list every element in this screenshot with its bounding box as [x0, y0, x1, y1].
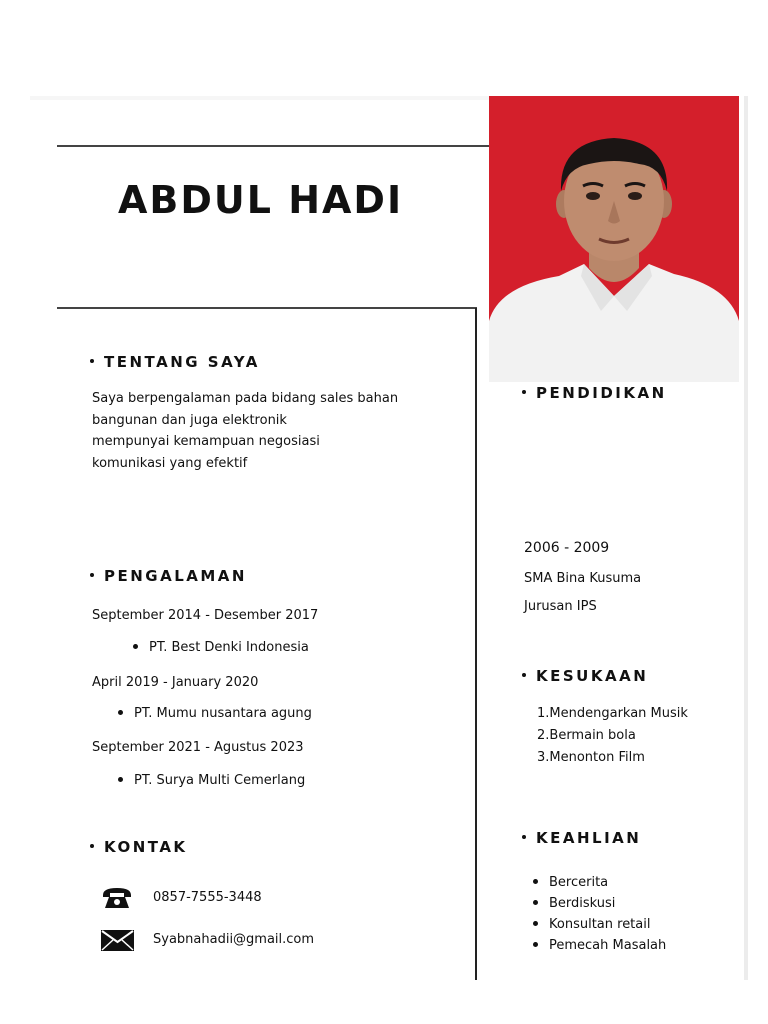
- telephone-icon: [101, 886, 133, 910]
- hobby-item-1: 1.Mendengarkan Musik: [537, 706, 688, 721]
- about-line-1: Saya berpengalaman pada bidang sales bahan: [92, 391, 399, 406]
- heading-bullet: [522, 835, 526, 839]
- heading-bullet: [522, 390, 526, 394]
- list-bullet: [533, 879, 538, 884]
- about-heading-text: TENTANG SAYA: [104, 353, 260, 371]
- contact-heading: [90, 838, 188, 856]
- portrait-illustration: [489, 96, 739, 382]
- skill-item-3: [533, 917, 650, 932]
- skill-item-3-text: Konsultan retail: [549, 917, 651, 932]
- experience-period-3: September 2021 - Agustus 2023: [92, 740, 304, 755]
- experience-company-3-text: PT. Surya Multi Cemerlang: [134, 773, 306, 788]
- contact-heading-text: KONTAK: [104, 838, 188, 856]
- skill-item-2-text: Berdiskusi: [549, 896, 616, 911]
- list-bullet: [118, 710, 123, 715]
- heading-bullet: [90, 844, 94, 848]
- skills-heading: [522, 829, 641, 847]
- skill-item-2: [533, 896, 615, 911]
- experience-company-3: [118, 773, 305, 788]
- hobbies-heading: [522, 667, 648, 685]
- hobby-item-2: 2.Bermain bola: [537, 728, 636, 743]
- experience-company-1: [133, 640, 309, 655]
- about-line-3: mempunyai kemampuan negosiasi: [92, 434, 320, 449]
- skill-item-4-text: Pemecah Masalah: [549, 938, 667, 953]
- education-years: 2006 - 2009: [524, 540, 610, 556]
- about-line-2: bangunan dan juga elektronik: [92, 413, 287, 428]
- contact-phone[interactable]: 0857-7555-3448: [153, 890, 262, 905]
- header-bottom-rule: [57, 307, 477, 309]
- top-edge: [30, 96, 490, 100]
- list-bullet: [533, 942, 538, 947]
- heading-bullet: [90, 359, 94, 363]
- experience-period-1: September 2014 - Desember 2017: [92, 608, 319, 623]
- about-line-4: komunikasi yang efektif: [92, 456, 248, 471]
- education-school: SMA Bina Kusuma: [524, 571, 642, 586]
- experience-period-2: April 2019 - January 2020: [92, 675, 259, 690]
- header-top-rule: [57, 145, 489, 147]
- profile-photo: [489, 96, 739, 382]
- skill-item-1-text: Bercerita: [549, 875, 609, 890]
- column-divider: [475, 308, 477, 980]
- experience-company-2-text: PT. Mumu nusantara agung: [134, 706, 312, 721]
- heading-bullet: [90, 573, 94, 577]
- hobby-item-3: 3.Menonton Film: [537, 750, 645, 765]
- experience-company-2: [118, 706, 312, 721]
- contact-email[interactable]: Syabnahadii@gmail.com: [153, 932, 315, 947]
- right-edge-shadow: [744, 96, 748, 980]
- list-bullet: [533, 900, 538, 905]
- experience-heading: [90, 567, 247, 585]
- education-heading-text: PENDIDIKAN: [536, 384, 667, 402]
- skill-item-4: [533, 938, 666, 953]
- experience-heading-text: PENGALAMAN: [104, 567, 247, 585]
- list-bullet: [533, 921, 538, 926]
- skills-heading-text: KEAHLIAN: [536, 829, 642, 847]
- education-major: Jurusan IPS: [524, 599, 597, 614]
- skill-item-1: [533, 875, 608, 890]
- experience-company-1-text: PT. Best Denki Indonesia: [149, 640, 309, 655]
- hobbies-heading-text: KESUKAAN: [536, 667, 649, 685]
- list-bullet: [118, 777, 123, 782]
- heading-bullet: [522, 673, 526, 677]
- envelope-icon: [101, 930, 134, 951]
- about-heading: [90, 353, 260, 371]
- candidate-name: ABDUL HADI: [118, 178, 404, 222]
- list-bullet: [133, 644, 138, 649]
- education-heading: [522, 384, 667, 402]
